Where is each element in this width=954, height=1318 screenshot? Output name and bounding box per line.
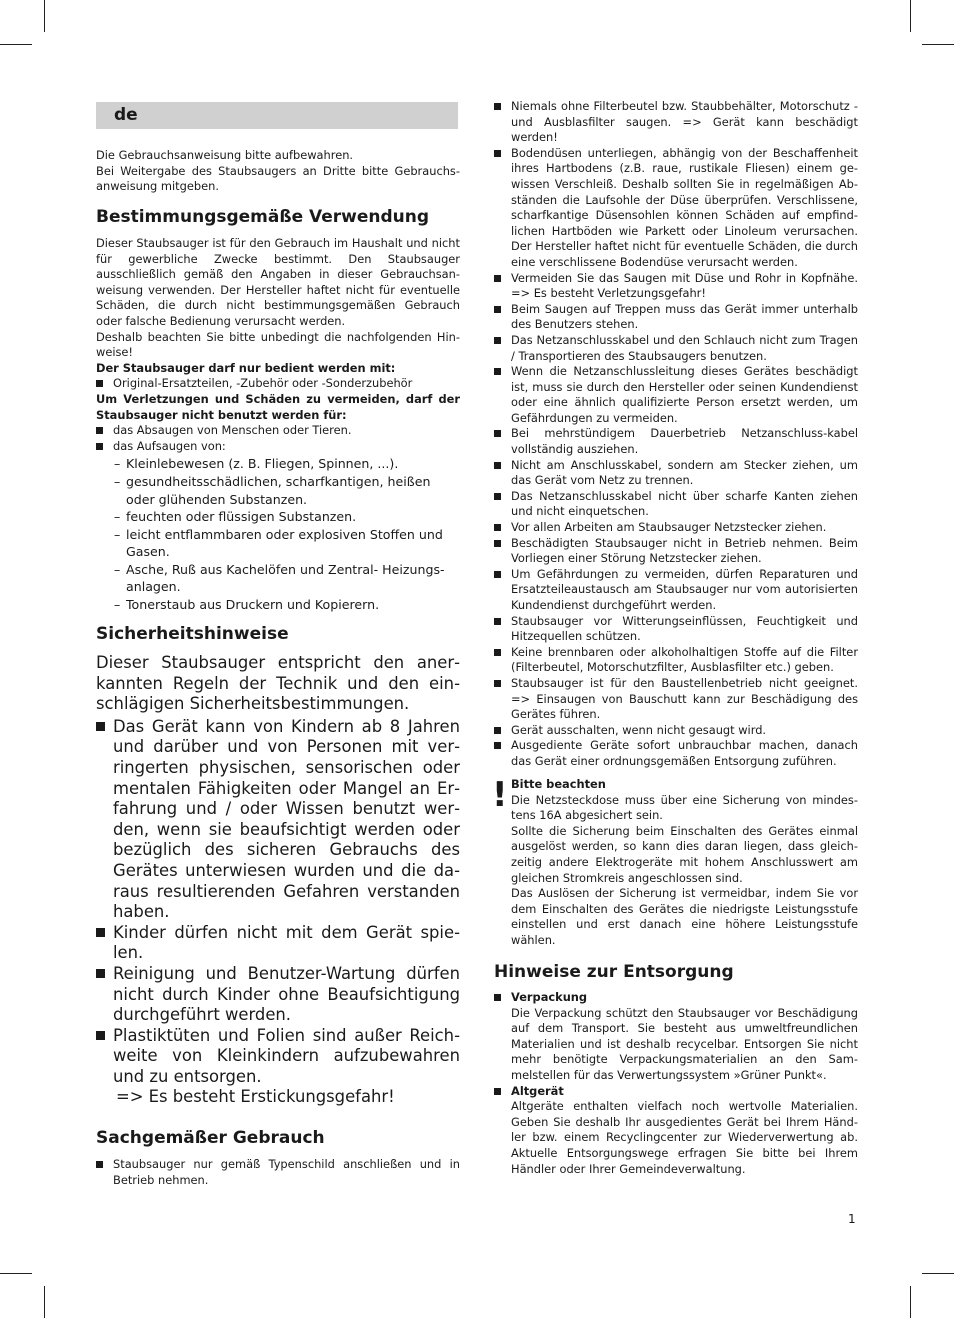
safety-body: [96, 653, 460, 1108]
section-title-disposal: Hinweise zur Entsorgung: [494, 962, 734, 982]
paragraph: Dieser Staubsauger ist für den Gebrauch im Haushalt und nicht für gewerbliche Zwecke bestimmt. Den Staubsauger ausschließlich gemäß den Angaben in dieser Gebrauchsanweisung verwenden. Der Hersteller haftet nicht für eventuelle Schäden, die durch nicht bestimmungsgemäßen Gebrauch oder falsche Bedienung verursacht werden.: [96, 236, 460, 328]
list-item: Das Netzanschlusskabel nicht über scharfe Kanten ziehen und nicht einquetschen.: [494, 489, 858, 520]
crop-mark: [922, 1273, 954, 1274]
dash-item: – Kleinlebewesen (z. B. Fliegen, Spinnen, ...).: [96, 455, 460, 473]
section-title-intended-use: Bestimmungsgemäße Verwendung: [96, 207, 430, 227]
list-item: Vermeiden Sie das Saugen mit Düse und Rohr in Kopfnähe. => Es besteht Verletzungsgefahr!: [494, 271, 858, 302]
crop-mark: [0, 44, 32, 45]
list-item: Keine brennbaren oder alkoholhaltigen Stoffe auf die Filter (Filterbeutel, Motorschutzfilter, Ausblasfilter etc.) geben.: [494, 645, 858, 676]
list-item: Reinigung und Benutzer-Wartung dürfen nicht durch Kinder ohne Beaufsichtigung durchgeführt werden.: [96, 964, 460, 1026]
crop-mark: [0, 1273, 32, 1274]
crop-mark: [910, 0, 911, 32]
note-title: Bitte beachten: [511, 777, 606, 791]
list-item: Kinder dürfen nicht mit dem Gerät spielen.: [96, 923, 460, 964]
crop-mark: [44, 0, 45, 32]
intro-line: Die Gebrauchsanweisung bitte aufbewahren.: [96, 148, 354, 162]
list-item: Wenn die Netzanschlussleitung dieses Gerätes beschädigt ist, muss sie durch den Hersteller oder seinen Kundendienst oder eine ähnlich qualifizierte Person ersetzt werden, um Gefährdungen zu vermeiden.: [494, 364, 858, 426]
list-item: Gerät ausschalten, wenn nicht gesaugt wird.: [494, 723, 858, 739]
paragraph: Deshalb beachten Sie bitte unbedingt die nachfolgenden Hinweise!: [96, 329, 460, 360]
list-item: Um Gefährdungen zu vermeiden, dürfen Reparaturen und Ersatzteileaustausch am Staubsauger nur vom autorisierten Kundendienst durchgeführt werden.: [494, 567, 858, 614]
list-item: das Absaugen von Menschen oder Tieren.: [96, 423, 460, 439]
intro: [96, 148, 460, 195]
list-item: Staubsauger vor Witterungseinflüssen, Feuchtigkeit und Hitzequellen schützen.: [494, 614, 858, 645]
section-title-proper-use: Sachgemäßer Gebrauch: [96, 1128, 325, 1148]
page-number: 1: [848, 1212, 856, 1226]
dash-item: – Asche, Ruß aus Kachelöfen und Zentral- Heizungsanlagen.: [96, 561, 460, 596]
list-item: Plastiktüten und Folien sind außer Reichweite von Kleinkindern aufzubewahren und zu entsorgen.: [96, 1026, 460, 1088]
intro-line: Bei Weitergabe des Staubsaugers an Dritte bitte Gebrauchsanweisung mitgeben.: [96, 163, 460, 194]
warning-text: => Es besteht Erstickungsgefahr!: [116, 1087, 395, 1107]
language-label: de: [96, 102, 458, 129]
list-item: Bodendüsen unterliegen, abhängig von der Beschaffenheit ihres Hartbodens (z.B. raue, rustikale Fliesen) einem gewissen Verschleiß. Deshalb sollten Sie in regelmäßigen Abständen die Laufsohle der Düse überprüfen. Verschlissene, scharfkantige Düsensohlen können Schäden auf empfindlichen Hartböden wie Parkett oder Linoleum verursachen. Der Hersteller haftet nicht für eventuelle Schäden, die durch eine verschlissene Bodendüse verursacht werden.: [494, 146, 858, 271]
dash-item: – Tonerstaub aus Druckern und Kopierern.: [96, 596, 460, 614]
dash-item: – gesundheitsschädlichen, scharfkantigen, heißen oder glühenden Substanzen.: [96, 473, 460, 508]
list-item: Altgerät: [494, 1084, 858, 1100]
paragraph: Dieser Staubsauger entspricht den anerkannten Regeln der Technik und den einschlägigen Sicherheitsbestimmungen.: [96, 653, 460, 714]
list-item: Verpackung: [494, 990, 858, 1006]
bold-note: Um Verletzungen und Schäden zu vermeiden, darf der Staubsauger nicht benutzt werden für:: [96, 391, 460, 422]
list-item: Original-Ersatzteilen, -Zubehör oder -Sonderzubehör: [96, 376, 460, 392]
paragraph: Altgeräte enthalten vielfach noch wertvolle Materialien. Geben Sie deshalb Ihr ausgedientes Gerät bei Ihrem Händler bzw. einem Recyclingcenter zur Wiederverwertung ab. Aktuelle Entsorgungswege erfragen Sie bitte bei Ihrem Händler oder Ihrer Gemeindeverwaltung.: [511, 1099, 858, 1176]
paragraph: Das Auslösen der Sicherung ist vermeidbar, indem Sie vor dem Einschalten des Gerätes die niedrigste Leistungsstufe einstellen und erst danach eine höhere Leistungsstufe wählen.: [511, 886, 858, 947]
intended-use-body: [96, 236, 460, 614]
list-item: Bei mehrstündigem Dauerbetrieb Netzanschluss-kabel vollständig ausziehen.: [494, 426, 858, 457]
list-item: Staubsauger nur gemäß Typenschild anschließen und in Betrieb nehmen.: [96, 1157, 460, 1188]
paragraph: Die Verpackung schützt den Staubsauger vor Beschädigung auf dem Transport. Sie besteht aus umweltfreundlichen Materialien und ist deshalb recycelbar. Entsorgen Sie nicht mehr benötigte Verpackungsmaterialien an den Sammelstellen für das Verwertungssystem »Grüner Punkt«.: [511, 1005, 858, 1082]
list-item: Niemals ohne Filterbeutel bzw. Staubbehälter, Motorschutz - und Ausblasfilter saugen. => Gerät kann beschädigt werden!: [494, 99, 858, 146]
list-item: Beschädigten Staubsauger nicht in Betrieb nehmen. Beim Vorliegen einer Störung Netzstecker ziehen.: [494, 536, 858, 567]
list-item: Beim Saugen auf Treppen muss das Gerät immer unterhalb des Benutzers stehen.: [494, 302, 858, 333]
dash-item: – leicht entflammbaren oder explosiven Stoffen und Gasen.: [96, 526, 460, 561]
list-item: Das Netzanschlusskabel und den Schlauch nicht zum Tragen / Transportieren des Staubsaugers benutzen.: [494, 333, 858, 364]
list-item: Staubsauger ist für den Baustellenbetrieb nicht geeignet. => Einsaugen von Bauschutt kann zur Beschädigung des Gerätes führen.: [494, 676, 858, 723]
list-item: Vor allen Arbeiten am Staubsauger Netzstecker ziehen.: [494, 520, 858, 536]
crop-mark: [922, 44, 954, 45]
paragraph: Die Netzsteckdose muss über eine Sicherung von mindestens 16A abgesichert sein.: [511, 792, 858, 823]
note-block: [494, 777, 858, 949]
crop-mark: [910, 1286, 911, 1318]
paragraph: Sollte die Sicherung beim Einschalten des Gerätes einmal ausgelöst werden, so kann dies daran liegen, dass gleichzeitig andere Elektrogeräte mit hohem Anschlusswert am gleichen Stromkreis angeschlossen sind.: [511, 823, 858, 885]
bold-note: Der Staubsauger darf nur bedient werden mit:: [96, 360, 396, 375]
list-item: Das Gerät kann von Kindern ab 8 Jahren und darüber und von Personen mit verringerten physischen, sensorischen oder mentalen Fähigkeiten oder Mangel an Erfahrung und / oder Wissen benutzt werden, wenn sie beaufsichtigt werden oder bezüglich des sicheren Gebrauchs des Gerätes unterwiesen wurden und die daraus resultierenden Gefahren verstanden haben.: [96, 717, 460, 923]
list-item: das Aufsaugen von:: [96, 439, 460, 455]
list-item: Nicht am Anschlusskabel, sondern am Stecker ziehen, um das Gerät vom Netz zu trennen.: [494, 458, 858, 489]
list-item: Ausgediente Geräte sofort unbrauchbar machen, danach das Gerät einer ordnungsgemäßen Entsorgung zuführen.: [494, 738, 858, 769]
crop-mark: [44, 1286, 45, 1318]
exclamation-icon: !: [492, 775, 508, 815]
disposal-body: [494, 990, 858, 1177]
dash-item: – feuchten oder flüssigen Substanzen.: [96, 508, 460, 526]
section-title-safety: Sicherheitshinweise: [96, 624, 289, 644]
